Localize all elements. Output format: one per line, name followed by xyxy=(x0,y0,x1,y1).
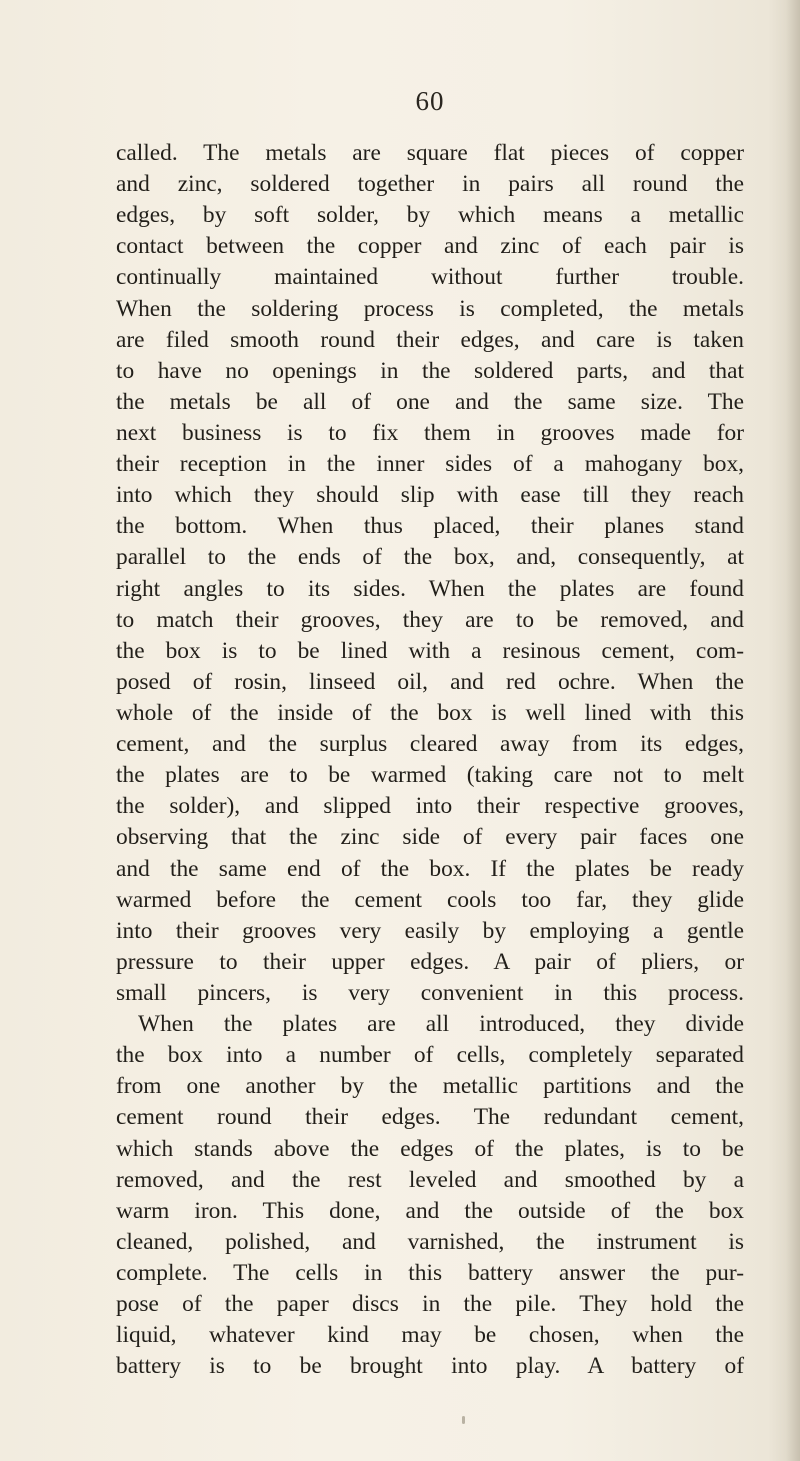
text-line: pressure to their upper edges. A pair of pliers, or xyxy=(116,948,744,975)
text-line: called. The metals are square flat pieces of copper xyxy=(116,140,744,166)
text-line: battery is to be brought into play. A battery of xyxy=(116,1353,744,1380)
text-line: the plates are to be warmed (taking care not to melt xyxy=(116,762,744,789)
text-line: the metals be all of one and the same size. The xyxy=(116,388,744,415)
text-line: the box is to be lined with a resinous cement, com- xyxy=(116,637,744,664)
text-line: and the same end of the box. If the plates be ready xyxy=(116,855,744,882)
text-line: contact between the copper and zinc of each pair is xyxy=(116,233,744,260)
text-line: from one another by the metallic partitions and the xyxy=(116,1073,744,1100)
page-edge-shadow xyxy=(786,0,800,1461)
text-line: into which they should slip with ease till they reach xyxy=(116,482,744,509)
body-text xyxy=(116,138,744,1382)
text-line: edges, by soft solder, by which means a metallic xyxy=(116,202,744,229)
text-line: cement round their edges. The redundant cement, xyxy=(116,1104,744,1131)
text-line: to match their grooves, they are to be removed, and xyxy=(116,606,744,633)
text-line: posed of rosin, linseed oil, and red ochre. When the xyxy=(116,668,744,695)
text-line: small pincers, is very convenient in this process. xyxy=(116,979,744,1006)
text-line: the bottom. When thus placed, their planes stand xyxy=(116,513,744,540)
text-line: When the soldering process is completed, the metals xyxy=(116,295,744,322)
text-line: whole of the inside of the box is well lined with this xyxy=(116,699,744,726)
text-line: next business is to fix them in grooves made for xyxy=(116,419,744,446)
text-line: observing that the zinc side of every pair faces one xyxy=(116,824,744,851)
text-line: the solder), and slipped into their respective grooves, xyxy=(116,793,744,820)
text-line: to have no openings in the soldered parts, and that xyxy=(116,357,744,384)
text-line: which stands above the edges of the plates, is to be xyxy=(116,1135,744,1162)
text-line: removed, and the rest leveled and smoothed by a xyxy=(116,1166,744,1193)
text-line: and zinc, soldered together in pairs all round the xyxy=(116,171,744,198)
text-line: warm iron. This done, and the outside of the box xyxy=(116,1197,744,1224)
text-line: When the plates are all introduced, they divide xyxy=(138,1011,744,1038)
text-line: liquid, whatever kind may be chosen, when the xyxy=(116,1322,744,1349)
text-line: their reception in the inner sides of a mahogany box, xyxy=(116,451,744,478)
text-line: are filed smooth round their edges, and care is taken xyxy=(116,326,744,353)
paper-mark xyxy=(462,1416,465,1424)
text-line: cleaned, polished, and varnished, the instrument is xyxy=(116,1228,744,1255)
page-number: 60 xyxy=(415,86,445,116)
text-line: into their grooves very easily by employing a gentle xyxy=(116,917,744,944)
text-line: continually maintained without further trouble. xyxy=(116,264,744,291)
text-line: parallel to the ends of the box, and, consequently, at xyxy=(116,544,744,571)
text-line: cement, and the surplus cleared away from its edges, xyxy=(116,731,744,758)
text-line: pose of the paper discs in the pile. They hold the xyxy=(116,1291,744,1318)
text-line: warmed before the cement cools too far, they glide xyxy=(116,886,744,913)
text-line: right angles to its sides. When the plates are found xyxy=(116,575,744,602)
text-line: complete. The cells in this battery answer the pur- xyxy=(116,1259,744,1286)
text-line: the box into a number of cells, completely separated xyxy=(116,1042,744,1069)
